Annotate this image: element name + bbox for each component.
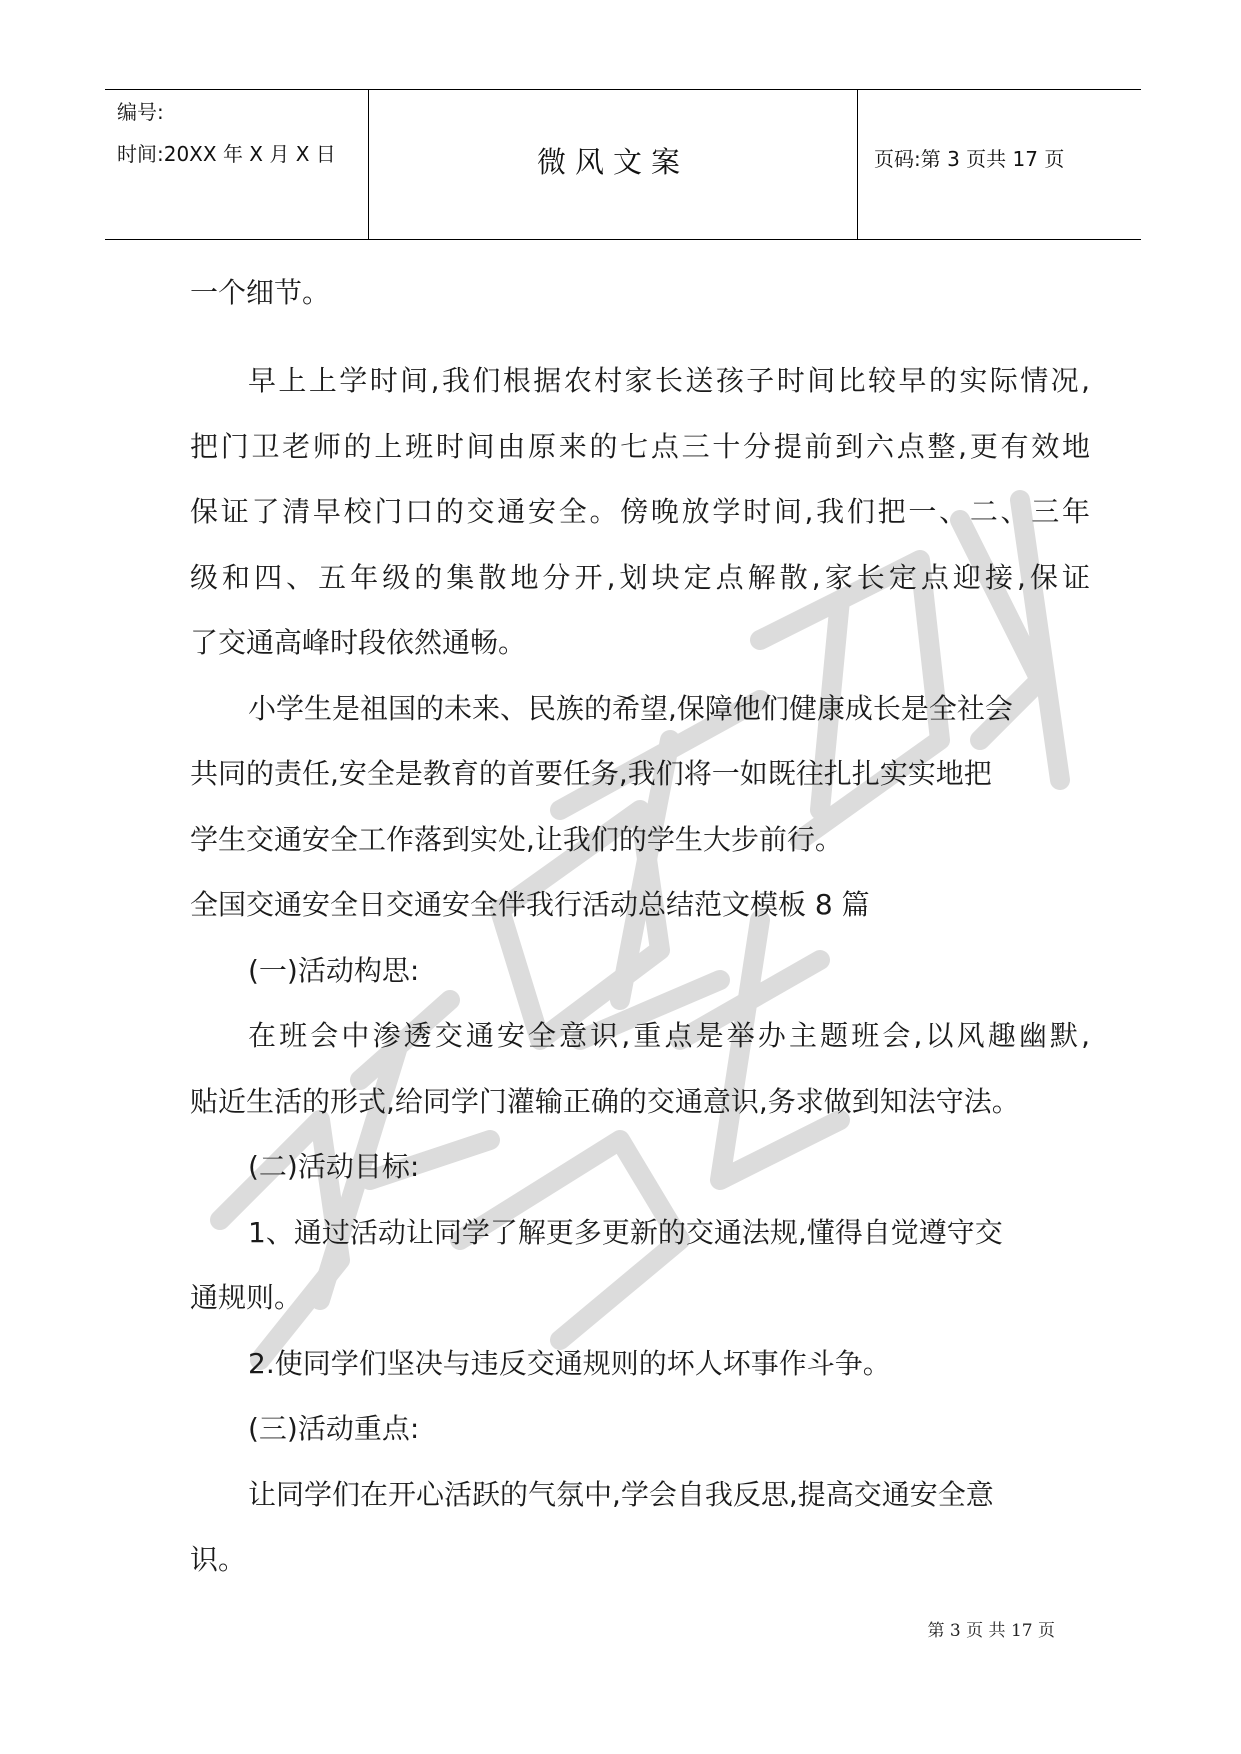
body-line: 了交通高峰时段依然通畅。 [190,626,527,659]
body-line: 识。 [190,1543,247,1576]
document-date-label: 时间:20XX 年 X 月 X 日 [117,142,336,166]
body-line: (二)活动目标: [248,1150,420,1183]
body-line: (一)活动构思: [248,953,420,987]
body-line: 把门卫老师的上班时间由原来的七点三十分提前到六点整,更有效地 [190,429,1090,463]
body-line: 学生交通安全工作落到实处,让我们的学生大步前行。 [190,822,843,856]
document-number-label: 编号: [117,100,164,124]
section-heading: 全国交通安全日交通安全伴我行活动总结范文模板 8 篇 [190,888,870,921]
page-footer: 第 3 页 共 17 页 [927,1621,1055,1641]
body-line: 2.使同学们坚决与违反交通规则的坏人坏事作斗争。 [248,1346,891,1380]
body-line: 让同学们在开心活跃的气氛中,学会自我反思,提高交通安全意 [248,1477,994,1511]
body-line: 小学生是祖国的未来、民族的希望,保障他们健康成长是全社会 [248,691,1013,725]
header-left-cell [105,90,368,239]
header-middle-cell [368,90,858,239]
body-line: 通规则。 [190,1281,303,1314]
brand-title: 微风文案 [536,145,689,179]
body-line: 贴近生活的形式,给同学门灌输正确的交通意识,务求做到知法守法。 [190,1084,1020,1118]
header-right-cell [858,90,1141,239]
document-body [190,268,1090,1593]
body-line: 1、通过活动让同学了解更多更新的交通法规,懂得自觉遵守交 [248,1215,1003,1249]
body-line: 保证了清早校门口的交通安全。傍晚放学时间,我们把一、二、三年 [190,495,1090,528]
body-line: 级和四、五年级的集散地分开,划块定点解散,家长定点迎接,保证 [190,560,1090,594]
document-header [105,89,1141,240]
body-line: 共同的责任,安全是教育的首要任务,我们将一如既往扎扎实实地把 [190,757,992,790]
body-line: (三)活动重点: [248,1412,420,1445]
body-line: 在班会中渗透交通安全意识,重点是举办主题班会,以风趣幽默, [248,1019,1090,1052]
body-line: 一个细节。 [190,276,331,309]
body-line: 早上上学时间,我们根据农村家长送孩子时间比较早的实际情况, [248,364,1090,397]
page-code-label: 页码:第 3 页共 17 页 [874,147,1065,171]
